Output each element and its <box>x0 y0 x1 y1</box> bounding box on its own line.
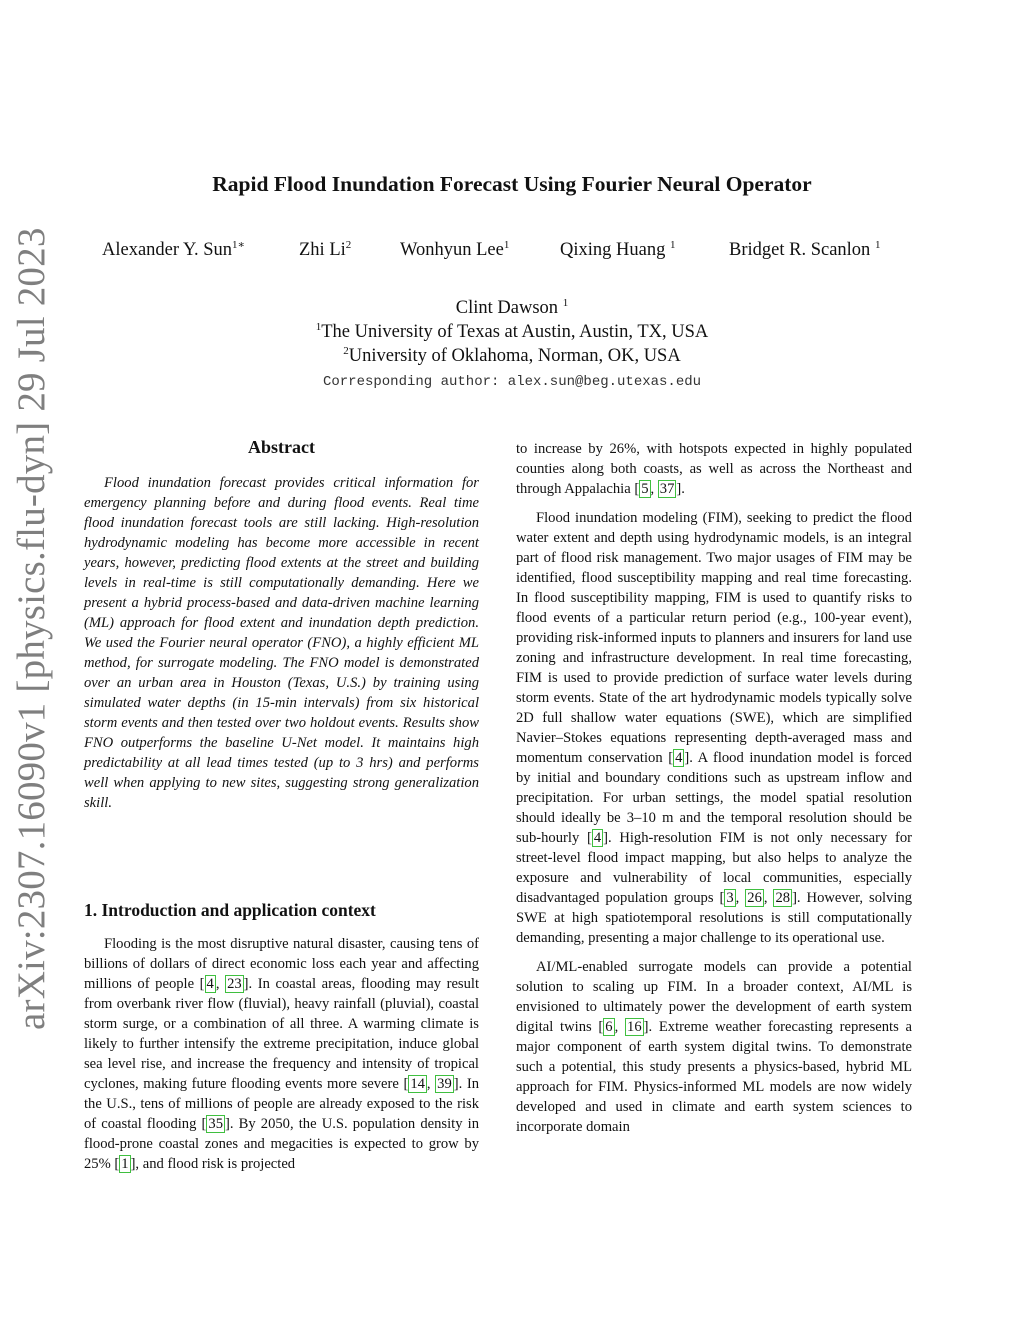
citation-link[interactable]: 4 <box>206 976 214 992</box>
corresponding-author: Corresponding author: alex.sun@beg.utexas.edu <box>322 374 702 390</box>
author-3: Wonhyun Lee$^1$ <box>400 238 510 260</box>
citation-link[interactable]: 35 <box>208 1116 223 1132</box>
citation-link[interactable]: 23 <box>227 976 242 992</box>
intro-paragraph-continued: to increase by 26%, with hotspots expected in highly populated counties along both coasts, as well as across the Northeast and through Appalachia [ 5 , 37 ]. <box>516 441 912 497</box>
arxiv-identifier: arXiv:2307.16090v1 [physics.flu-dyn] 29 Jul 2023 <box>10 227 53 1030</box>
citation-link[interactable]: 26 <box>747 890 762 906</box>
citation-link[interactable]: 1 <box>121 1156 129 1172</box>
citation-link[interactable]: 3 <box>726 890 734 906</box>
author-5: Bridget R. Scanlon $^1$ <box>729 238 881 260</box>
citation-link[interactable]: 5 <box>641 481 649 497</box>
author-4: Qixing Huang $^1$ <box>560 238 676 260</box>
paper-title: Rapid Flood Inundation Forecast Using Fourier Neural Operator <box>212 172 812 196</box>
section-heading-introduction: 1. Introduction and application context <box>84 900 376 920</box>
author-2: Zhi Li$^2$ <box>299 238 352 260</box>
citation-link[interactable]: 28 <box>775 890 791 906</box>
left-column <box>84 437 479 813</box>
citation-link[interactable]: 16 <box>627 1019 642 1035</box>
citation-link[interactable]: 39 <box>437 1076 452 1092</box>
citation-link[interactable]: 37 <box>659 481 675 497</box>
right-column <box>516 439 912 1146</box>
intro-paragraph-1: Flooding is the most disruptive natural disaster, causing tens of billions of dollars of direct economic loss each year and affecting millions of people [ 4 , 23 ]. In coastal areas, flooding may result from overbank river flow (fluvial), heavy rainfall (pluvial), coastal storm surge, or a combination of all three. A warming climate is likely to further intensify the extreme precipitation, induce global sea level rise, and increase the frequency and intensity of tropical cyclones, making future flooding events more severe [ 14 , 39 ]. In the U.S., tens of millions of people are already exposed to the risk of coastal flooding [ 35 ]. By 2050, the U.S. population density in flood-prone coastal zones and megacities is expected to grow by 25% [ 1 ], and flood risk is projected <box>84 936 480 1172</box>
citation-link[interactable]: 4 <box>593 830 602 846</box>
intro-section <box>84 900 479 1183</box>
citation-link[interactable]: 6 <box>605 1019 613 1035</box>
affiliation-1: $^1$The University of Texas at Austin, Austin, TX, USA <box>315 320 709 342</box>
citation-link[interactable]: 4 <box>675 750 683 766</box>
author-6: Clint Dawson $^1$ <box>455 296 569 318</box>
intro-paragraph-3: AI/ML-enabled surrogate models can provide a potential solution to scaling up FIM. In a broader context, AI/ML is envisioned to ultimately power the development of earth system digital twins [ 6 , 16 ]. Extreme weather forecasting represents a major component of earth system digital twins. To demonstrate such a potential, this study presents a physics-based, hybrid ML approach for FIM. Physics-informed ML models are now widely developed and used in climate and earth system sciences to incorporate domain <box>516 959 912 1135</box>
author-1: Alexander Y. Sun$^{1∗}$ <box>102 238 245 260</box>
affiliation-2: $^2$University of Oklahoma, Norman, OK, USA <box>343 344 681 366</box>
intro-paragraph-2: Flood inundation modeling (FIM), seeking to predict the flood water extent and depth using hydrodynamic models, is an integral part of flood risk management. Two major usages of FIM may be identified, flood susceptibility mapping and real time forecasting. In flood susceptibility mapping, FIM is used to quantify risks to flood events of a particular return period (e.g., 100-year event), providing risk-informed inputs to planners and insurers for land use zoning and infrastructure development. In real time forecasting, FIM is used to provide prediction of surface water levels during storm events. State of the art hydrodynamic models typically solve 2D full shallow water equations (SWE), which are simplified Navier–Stokes equations representing depth-averaged mass and momentum conservation [ 4 ]. A flood inundation model is forced by initial and boundary conditions such as upstream inflow and precipitation. For urban settings, the model spatial resolution should ideally be 3–10 m and the temporal resolution should be sub-hourly [ 4 ]. High-resolution FIM is not only necessary for street-level flood impact mapping, but also helps to analyze the exposure and vulnerability of local communities, especially disadvantaged population groups [ 3 , 26 , 28 ]. However, solving SWE at high spatiotemporal resolutions is still computationally demanding, presenting a major challenge to its operational use. <box>516 510 913 946</box>
citation-link[interactable]: 14 <box>410 1076 425 1092</box>
abstract-text: Flood inundation forecast provides critical information for emergency planning before and during flood events. Real time flood inundation forecast tools are still lacking. High-resolution hydrodynamic modeling has become more accessible in recent years, however, predicting flood extents at the street and building levels in real-time is still computationally demanding. Here we present a hybrid process-based and data-driven machine learning (ML) approach for flood extent and inundation depth prediction. We used the Fourier neural operator (FNO), a highly efficient ML method, for surrogate modeling. The FNO model is demonstrated over an urban area in Houston (Texas, U.S.) by training using simulated water depths (in 15-min intervals) from six historical storm events and then tested over two holdout events. Results show FNO outperforms the baseline U-Net model. It maintains high predictability at all lead times tested (up to 3 hrs) and performs well when applying to new sites, suggesting strong generalization skill. <box>84 475 479 811</box>
abstract-heading: Abstract <box>248 437 315 457</box>
